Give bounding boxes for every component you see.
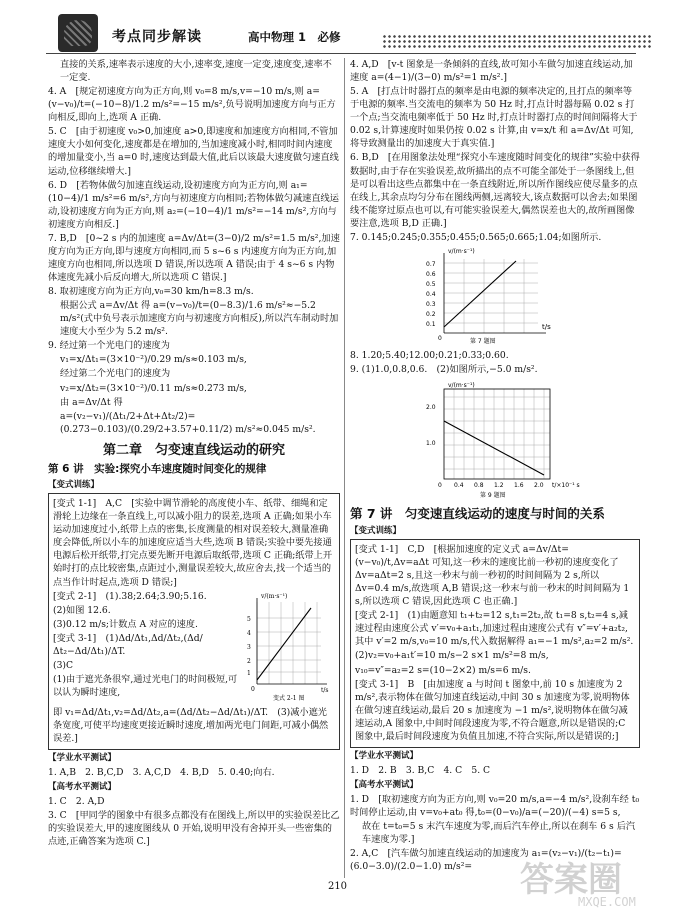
answer-item: 6. B,D [在用图象法处理“探究小车速度随时间变化的规律”实验中获得数据时,由于存在实验误差,故所描出的点不可能全部处于一条图线上,但是可以看出这些点都集中在一条直线附近,所以所作图线应使尽量多的点在线上,其余点均匀分布在图线两侧,远离较大,该点数据可以舍去;如果图线不能穿过原点也可以,有可能实验误差大,偶然误差也大的,故所画图像要注意,选项 B,D 正确.]: [350, 152, 640, 229]
graph-q9-svg: [420, 379, 590, 499]
answer-item: 8. 取初速度方向为正方向,v₀=30 km/h=8.3 m/s.: [48, 286, 254, 298]
y-tick: 2: [247, 657, 251, 665]
book-title: 考点同步解读: [112, 29, 202, 45]
answer-item: 5. C [由于初速度 v₀>0,加速度 a>0,即速度和加速度方向相同,不管加速度大小如何变化,速度都是在增加的,当加速度减小时,相同时间内速度的增加量变小,当 a=0 时,速度达到最大值,此后以该最大速度做匀速直线运动,位移继续增大.]: [48, 126, 339, 177]
y-tick: 1.0: [426, 440, 436, 448]
x-axis-label: t/×10⁻¹ s: [552, 482, 580, 490]
exercise-box: [48, 493, 340, 750]
answer-item: 即 v₁=Δd/Δt₁,v₂=Δd/Δt₂,a=(Δd/Δt₂−Δd/Δt₁)/ΔT. (3)减小遮光条宽度,可使平均速度更接近瞬时速度,增加两光电门间距,可减小偶然误差.]: [53, 706, 329, 744]
answer-item: [变式 3-1] (1)Δd/Δt₁,Δd/Δt₂,(Δd/Δt₂−Δd/Δt₁)/ΔT.: [53, 632, 203, 657]
answer-item: 故在 t=t₀=5 s 末汽车速度为零,而后汽车停止,所以在刹车 6 s 后汽车速度为零.]: [362, 821, 636, 846]
answer-item: [变式 3-1] B [由加速度 a 与时间 t 图象中,前 10 s 加速度为 2 m/s²,表示物体在做匀加速直线运动,中间 30 s 加速度为零,说明物体在做匀速直线运动,最后 20 s 加速度为 −1 m/s²,说明物体在做匀减速运动,A 图象中,中间时间段速度为零,不符合题意,所以是错误的;C 图象中,最后时间段速度为负值且加速,不符合实际,所以是错误的;]: [355, 678, 630, 742]
answer-item: 5. A [打点计时器打点的频率是由电源的频率决定的,且打点的频率等于电源的频率.当交流电的频率为 50 Hz 时,打点计时器每隔 0.02 s 打一个点;当交流电频率低于 50 Hz 时,打点计时器打点的时间间隔将大于 0.02 s,计算速度时如果仍按 0.02 s 计算,由 v=x/t 和 a=Δv/Δt 可知,将导致测量出的加速度大于真实值.]: [350, 86, 638, 150]
x-tick: 1.6: [514, 482, 524, 490]
graph-q9: [420, 379, 640, 503]
x-tick: 0: [251, 685, 255, 693]
answer-item: 1. D 2. B 3. B,C 4. C 5. C: [350, 764, 491, 776]
answer-item: v₁₀=v″=a₂=2 s=(10−2×2) m/s=6 m/s.: [355, 664, 531, 676]
y-axis-label: v/(m·s⁻¹): [448, 247, 475, 255]
y-tick: 3: [247, 643, 251, 651]
y-tick: 0.7: [426, 260, 436, 268]
x-tick: 0: [438, 482, 442, 490]
answer-item: 2. A,C [汽车做匀加速直线运动的加速度为 a₁=(v₂−v₁)/(t₂−t₁)=(6.0−3.0)/(2.0−1.0) m/s²=: [350, 848, 622, 873]
y-tick: 0.4: [426, 290, 436, 298]
right-column: [350, 58, 640, 874]
y-tick: 0.1: [426, 320, 436, 328]
graph-2-1-svg: [243, 590, 335, 702]
answer-item: 3. C [甲同学的图象中有很多点都没有在图线上,所以甲的实验误差比乙的实验误差大,甲的速度图线从 0 开始,说明甲没有舍掉开头一些密集的点迹,正确答案为选项 C.]: [48, 810, 340, 848]
answer-item: (2)v₂=v₀+a₁t′=10 m/s−2 s×1 m/s²=8 m/s,: [355, 650, 549, 662]
answer-item: 1. D [取初速度方向为正方向,则 v₀=20 m/s,a=−4 m/s²,设刹车经 t₀ 时间停止运动,由 v=v₀+at₀ 得,t₀=(0−v₀)/a=(−20)/(−4) s=5 s,: [350, 794, 640, 819]
y-tick: 0.3: [426, 300, 436, 308]
watermark-logo: [520, 856, 670, 912]
x-tick: 2.0: [534, 482, 544, 490]
x-tick: 0.4: [454, 482, 464, 490]
page-number: 210: [327, 881, 348, 892]
y-axis-label: v/(m·s⁻¹): [261, 592, 288, 600]
y-tick: 0.6: [426, 270, 436, 278]
answer-item: 根据公式 a=Δv/Δt 得 a=(v−v₀)/t=(0−8.3)/1.6 m/s²≈−5.2 m/s²(式中负号表示加速度方向与初速度方向相反),所以汽车制动时加速度大小至少为 5.2 m/s².: [60, 300, 339, 338]
graph-q7: [420, 247, 640, 349]
y-axis-label: v/(m·s⁻¹): [448, 382, 475, 390]
section-heading: 【高考水平测试】: [48, 781, 117, 792]
left-column: [48, 58, 340, 849]
section-heading: 【学业水平测试】: [350, 750, 419, 761]
subject-label: 高中物理 1 必修: [248, 30, 341, 44]
book-logo-icon: [58, 14, 98, 52]
answer-item: [变式 2-1] (1)由题意知 t₁+t₂=12 s,t₁=2t₂,故 t₁=8 s,t₂=4 s,减速过程由速度公式 v′=v₀+a₁t₁,加速过程由速度公式有 v″=v′+a₂t₂,其中 v′=2 m/s,v₀=10 m/s,代入数据解得 a₁=−1 m/s²,a₂=2 m/s².: [355, 610, 634, 648]
y-tick: 0.2: [426, 310, 436, 318]
header-rule: [46, 53, 636, 54]
answer-item: (3)0.12 m/s;计数点 A 对应的速度.: [53, 618, 198, 630]
answer-item: 8. 1.20;5.40;12.00;0.21;0.33;0.60.: [350, 349, 509, 361]
formula-line: a=(v₂−v₁)/(Δt₁/2+Δt+Δt₂/2)=(0.273−0.103)/(0.29/2+3.57+0.11/2) m/s²≈0.045 m/s².: [60, 410, 316, 435]
y-tick: 2.0: [426, 404, 436, 412]
exercise-box: [350, 539, 640, 748]
text-line: 直接的关系,速率表示速度的大小,速率变,速度一定变,速度变,速率不一定变.: [60, 59, 332, 84]
formula-line: v₁=x/Δt₁=(3×10⁻²)/0.29 m/s≈0.103 m/s,: [60, 354, 247, 366]
answer-item: 7. 0.145;0.245;0.355;0.455;0.565;0.665;1.04;如图所示.: [350, 231, 602, 243]
answer-item: 4. A [规定初速度方向为正方向,则 v₀=8 m/s,v=−10 m/s,则 a=(v−v₀)/t=(−10−8)/1.2 m/s²=−15 m/s²,负号说明加速度方向与正方向相反,即向上,选项 A 正确.: [48, 86, 336, 124]
x-tick: 0.8: [474, 482, 484, 490]
chapter-title: 第二章 匀变速直线运动的研究: [102, 442, 285, 458]
text-line: 由 a=Δv/Δt 得: [60, 396, 123, 408]
answer-item: 7. B,D [0~2 s 内的加速度 a=Δv/Δt=(3−0)/2 m/s²=1.5 m/s²,加速度方向为正方向,即与速度方向相同,而 5 s~6 s 内速度方向为正方向,加速度方向也相同,所以选项 D 错误,所以选项 A 错误;由于 4 s~6 s 内物体速度先减小后反向增大,所以选项 C 错误.]: [48, 232, 340, 283]
formula-line: v₂=x/Δt₂=(3×10⁻²)/0.11 m/s≈0.273 m/s,: [60, 382, 247, 394]
y-tick: 1: [247, 669, 251, 677]
section-heading: 【变式训练】: [48, 480, 100, 491]
text-line: 经过第二个光电门的速度为: [60, 368, 171, 380]
answer-item: 4. A,D [v-t 图象是一条倾斜的直线,故可知小车做匀加速直线运动,加速度 a=(4−1)/(3−0) m/s²=1 m/s².]: [350, 59, 633, 84]
section-heading: 【学业水平测试】: [48, 752, 117, 763]
y-tick: 4: [247, 629, 251, 637]
x-tick: 0: [438, 334, 442, 342]
answer-item: 1. C 2. A,D: [48, 796, 105, 808]
dotted-ornament: [382, 34, 652, 48]
lecture-title: 第 7 讲 匀变速直线运动的速度与时间的关系: [350, 506, 605, 522]
watermark-text: 答案圈: [520, 860, 622, 900]
figure-caption: 变式 2-1 图: [273, 694, 305, 702]
x-axis-label: t/s: [321, 686, 329, 694]
graph-2-1: [243, 590, 335, 706]
answer-item: 9. 经过第一个光电门的速度为: [48, 340, 170, 352]
answer-item: [变式 2-1] (1).38;2.64;3.90;5.16.: [53, 590, 207, 602]
exercise-row: [53, 590, 335, 706]
figure-caption: 第 7 题图: [470, 337, 496, 345]
answer-item: (3)C: [53, 659, 74, 671]
section-heading: 【变式训练】: [350, 525, 402, 536]
answer-item: 6. D [若物体做匀加速直线运动,设初速度方向为正方向,则 a₁=(10−4)/1 m/s²=6 m/s²,方向与初速度方向相同;若物体做匀减速直线运动,设初速度方向为正方向,则 a₂=(−10−4)/1 m/s²=−14 m/s²,方向与初速度方向相反.]: [48, 179, 339, 230]
answer-item: [变式 1-1] A,C [实验中调节滑轮的高度使小车、纸带、细绳和定滑轮上边缘在一条直线上,可以减小阻力的误差,选项 A 正确;如果小车运动加速度过小,纸带上点的密集,长度测量的相对误差较大,测量准确度会降低,所以小车的加速度应适当大些,选项 B 错误;实验中要先接通电源后松开纸带,打完点要先断开电源后取纸带,选项 C 正确;纸带上开始时打的点比较密集,点距过小,测量误差较大,故应舍去,找一个适当的点当作计时起点,选项 D 错误;]: [53, 498, 333, 588]
figure-caption: 第 9 题图: [480, 492, 506, 500]
x-axis-label: t/s: [542, 322, 551, 331]
y-tick: 0.5: [426, 280, 436, 288]
y-tick: 5: [247, 615, 251, 623]
section-heading: 【高考水平测试】: [350, 780, 419, 790]
graph-q7-svg: [420, 247, 570, 345]
x-tick: 1.2: [494, 482, 504, 490]
column-divider: [344, 58, 345, 878]
lecture-title: 第 6 讲 实验:探究小车速度随时间变化的规律: [48, 463, 267, 476]
exercise-text: [53, 590, 239, 706]
page-header: [0, 0, 675, 62]
answer-item: 9. (1)1.0,0.8,0.6. (2)如图所示,−5.0 m/s².: [350, 364, 538, 375]
answer-item: 1. A,B 2. B,C,D 3. A,C,D 4. B,D 5. 0.40;向右.: [48, 766, 275, 778]
watermark-url: MXQE.COM: [578, 895, 636, 909]
answer-item: (1)由于遮光条很窄,通过光电门的时间极短,可以认为瞬时速度,: [53, 673, 238, 699]
answer-item: (2)如图 12.6.: [53, 604, 111, 616]
answer-item: [变式 1-1] C,D [根据加速度的定义式 a=Δv/Δt=(v−v₀)/t,Δv=aΔt 可知,这一秒末的速度比前一秒初的速度变化了 Δv=aΔt=2 s,且这一秒末与前一秒初的时间间隔为 2 s,所以 Δv=0.4 m/s,故选项 A,B 错误;这一秒末与前一秒末的时间间隔为 1 s,所以选项 C 错误,因此选项 C 也正确.]: [355, 543, 630, 608]
